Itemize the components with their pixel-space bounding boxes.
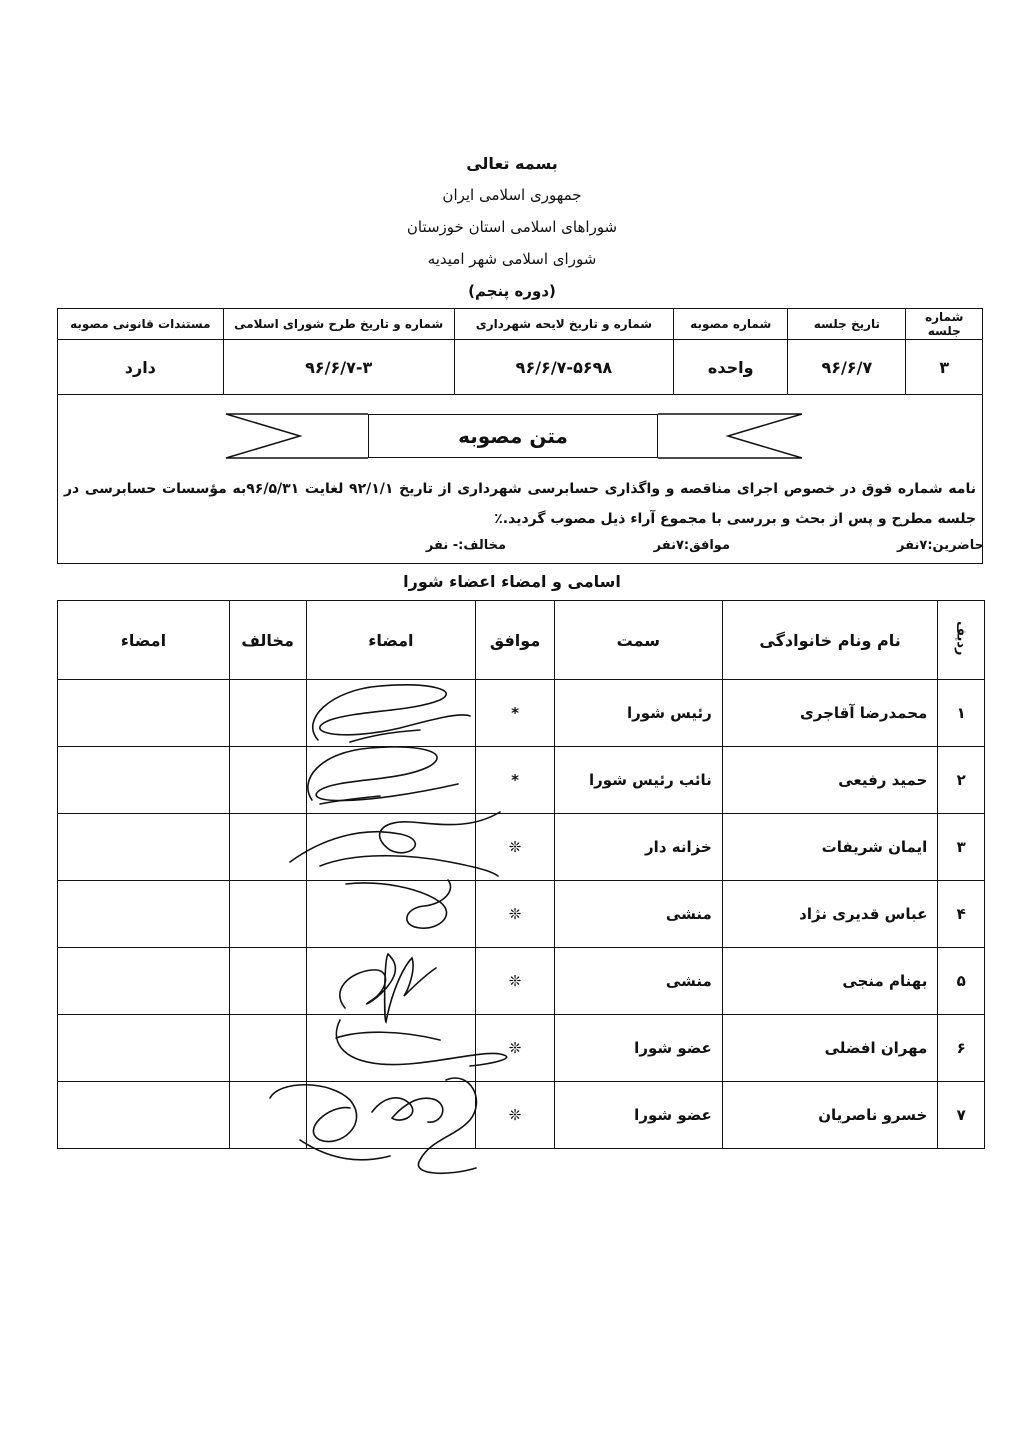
member-agree-mark: ❊ (476, 1082, 555, 1149)
member-signature-cell (306, 881, 476, 948)
member-name: محمدرضا آقاجری (722, 680, 938, 747)
member-agree-mark: ❊ (476, 948, 555, 1015)
members-header-row (58, 601, 985, 680)
meta-plan-no-date: ۹۶/۶/۷-۳ (223, 340, 454, 395)
table-row (58, 680, 985, 747)
member-num: ۳ (938, 814, 985, 881)
member-agree-mark: ❊ (476, 881, 555, 948)
members-table (57, 600, 985, 1149)
member-name: عباس قدیری نژاد (722, 881, 938, 948)
member-signature-cell (306, 747, 476, 814)
present-count: حاضرین:۷نفر (897, 538, 984, 553)
meta-bill-no-date: ۹۶/۶/۷-۵۶۹۸ (454, 340, 673, 395)
member-signature-2-cell (58, 814, 230, 881)
table-row (58, 747, 985, 814)
member-agree-mark: ❊ (476, 1015, 555, 1082)
member-name: ایمان شریفات (722, 814, 938, 881)
member-signature-cell (306, 814, 476, 881)
meta-legal-docs: دارد (58, 340, 224, 395)
meta-header-legal-docs: مستندات قانونی مصوبه (58, 309, 224, 340)
members-section-title: اسامی و امضاء اعضاء شورا (403, 572, 621, 591)
meta-header-resolution-no: شماره مصوبه (674, 309, 788, 340)
meta-header-session-no: شماره جلسه (906, 309, 983, 340)
member-name: حمید رفیعی (722, 747, 938, 814)
member-position: منشی (554, 881, 722, 948)
member-disagree-cell (229, 680, 306, 747)
header-term: (دوره پنجم) (468, 282, 556, 300)
member-signature-2-cell (58, 881, 230, 948)
member-name: بهنام منجی (722, 948, 938, 1015)
table-row (58, 1082, 985, 1149)
meta-session-no: ۳ (906, 340, 983, 395)
member-disagree-cell (229, 747, 306, 814)
member-signature-2-cell (58, 948, 230, 1015)
member-position: خزانه دار (554, 814, 722, 881)
resolution-title: متن مصوبه (368, 414, 658, 458)
table-row (58, 948, 985, 1015)
member-disagree-cell (229, 814, 306, 881)
member-position: عضو شورا (554, 1082, 722, 1149)
members-header-disagree: مخالف (229, 601, 306, 680)
member-signature-2-cell (58, 1015, 230, 1082)
header-bismillah: بسمه تعالی (466, 154, 558, 173)
member-num: ۷ (938, 1082, 985, 1149)
table-row (58, 1015, 985, 1082)
meta-header-session-date: تاریخ جلسه (788, 309, 906, 340)
member-num: ۵ (938, 948, 985, 1015)
member-signature-2-cell (58, 747, 230, 814)
member-signature-cell (306, 1082, 476, 1149)
member-signature-cell (306, 680, 476, 747)
member-signature-2-cell (58, 1082, 230, 1149)
member-disagree-cell (229, 948, 306, 1015)
meta-header-bill-no-date: شماره و تاریخ لایحه شهرداری (454, 309, 673, 340)
member-agree-mark: * (476, 747, 555, 814)
table-row (58, 881, 985, 948)
agree-count: موافق:۷نفر (653, 538, 730, 553)
member-signature-cell (306, 1015, 476, 1082)
member-num: ۱ (938, 680, 985, 747)
member-position: منشی (554, 948, 722, 1015)
members-header-agree: موافق (476, 601, 555, 680)
members-header-signature-2: امضاء (58, 601, 230, 680)
members-header-position: سمت (554, 601, 722, 680)
member-position: نائب رئیس شورا (554, 747, 722, 814)
member-disagree-cell (229, 1015, 306, 1082)
header-country: جمهوری اسلامی ایران (442, 186, 582, 204)
member-name: مهران افضلی (722, 1015, 938, 1082)
member-disagree-cell (229, 881, 306, 948)
resolution-text: نامه شماره فوق در خصوص اجرای مناقصه و واگذاری حسابرسی شهرداری از تاریخ ۹۲/۱/۱ لغایت ۹۶/۵/۳۱به مؤسسات حسابرسی در جلسه مطرح و پس از بحث و بررسی با مجموع آراء ذیل مصوب گردید.٪ (64, 481, 976, 527)
member-position: عضو شورا (554, 1015, 722, 1082)
meta-session-date: ۹۶/۶/۷ (788, 340, 906, 395)
table-row (58, 814, 985, 881)
member-agree-mark: ❊ (476, 814, 555, 881)
member-agree-mark: * (476, 680, 555, 747)
member-disagree-cell (229, 1082, 306, 1149)
member-signature-cell (306, 948, 476, 1015)
header-city-council: شورای اسلامی شهر امیدیه (427, 250, 597, 268)
members-header-row-num: ردیف (938, 601, 985, 680)
member-signature-2-cell (58, 680, 230, 747)
member-num: ۴ (938, 881, 985, 948)
member-name: خسرو ناصریان (722, 1082, 938, 1149)
member-num: ۲ (938, 747, 985, 814)
meta-resolution-no: واحده (674, 340, 788, 395)
header-province-councils: شوراهای اسلامی استان خوزستان (406, 218, 618, 236)
members-header-name: نام ونام خانوادگی (722, 601, 938, 680)
meta-header-plan-no-date: شماره و تاریخ طرح شورای اسلامی (223, 309, 454, 340)
disagree-count: مخالف:- نفر (425, 538, 506, 553)
member-num: ۶ (938, 1015, 985, 1082)
members-header-signature: امضاء (306, 601, 476, 680)
member-position: رئیس شورا (554, 680, 722, 747)
